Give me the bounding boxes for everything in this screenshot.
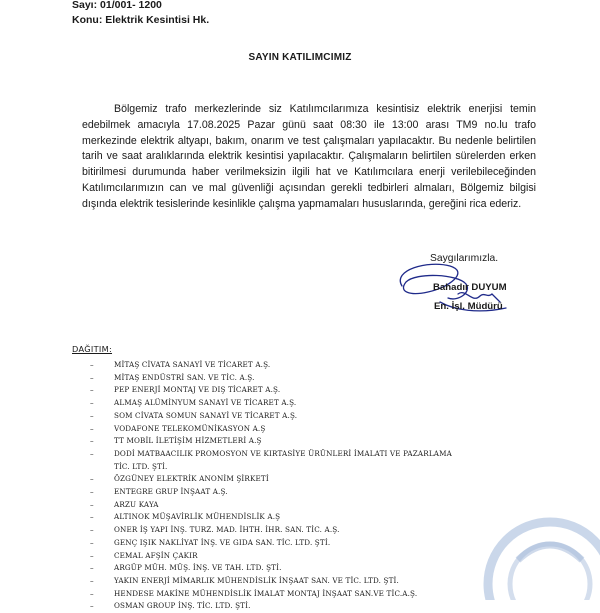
distribution-item bbox=[84, 511, 464, 524]
distribution-item bbox=[84, 359, 464, 372]
distribution-item bbox=[84, 499, 464, 512]
list-dash: – bbox=[90, 512, 94, 522]
distribution-item bbox=[84, 537, 464, 550]
closing-line: Saygılarımızla. bbox=[430, 253, 499, 264]
list-dash: – bbox=[90, 525, 94, 535]
distribution-item-name: MİTAŞ ENDÜSTRİ SAN. VE TİC. A.Ş. bbox=[114, 372, 255, 382]
distribution-item-name: MİTAŞ CİVATA SANAYİ VE TİCARET A.Ş. bbox=[114, 360, 271, 369]
distribution-item bbox=[84, 524, 464, 537]
distribution-item bbox=[84, 423, 464, 436]
letter-title: SAYIN KATILIMCIMIZ bbox=[248, 52, 352, 63]
list-dash: – bbox=[90, 385, 94, 395]
signatory-name: Bahadır DUYUM bbox=[433, 282, 507, 293]
distribution-item-name: GENÇ IŞIK NAKLİYAT İNŞ. VE GIDA SAN. TİC. LTD. ŞTİ. bbox=[114, 537, 331, 547]
distribution-item bbox=[84, 448, 464, 473]
distribution-item-name: CEMAL AFŞİN ÇAKIR bbox=[114, 550, 198, 560]
distribution-item-name: ALTINOK MÜŞAVİRLİK MÜHENDİSLİK A.Ş bbox=[114, 512, 281, 522]
distribution-item bbox=[84, 397, 464, 410]
list-dash: – bbox=[90, 436, 94, 446]
distribution-item-name: TT MOBİL İLETİŞİM HİZMETLERİ A.Ş bbox=[114, 436, 262, 446]
subject-line: Konu: Elektrik Kesintisi Hk. bbox=[72, 14, 210, 26]
list-dash: – bbox=[90, 487, 94, 497]
distribution-list bbox=[84, 359, 464, 613]
list-dash: – bbox=[90, 537, 94, 547]
distribution-item bbox=[84, 550, 464, 563]
distribution-item-name: OSMAN GROUP İNŞ. TİC. LTD. ŞTİ. bbox=[114, 601, 251, 611]
distribution-item bbox=[84, 372, 464, 385]
distribution-item bbox=[84, 486, 464, 499]
list-dash: – bbox=[90, 360, 94, 369]
distribution-item-name: PEP ENERJİ MONTAJ VE DIŞ TİCARET A.Ş. bbox=[114, 385, 281, 395]
official-stamp-watermark bbox=[478, 500, 600, 600]
list-dash: – bbox=[90, 372, 94, 382]
letter-body-text: Bölgemiz trafo merkezlerinde siz Katılımcılarımıza kesintisiz elektrik enerjisi temin edebilmek amacıyla 17.08.2025 Pazar günü saat 08:30 ile 13:00 arası TM9 no.lu trafo merkezinde elektrik altyapı, bakım, onarım ve test çalışmaları yapılacaktır. Bu nedenle belirtilen tarih ve saat aralıklarında elektrik kesintisi yapılacaktır. Çalışmaların belirtilen sürelerden erken bitirilmesi durumunda haber verilmeksizin ilgili hat ve Katılımcılara enerji verilebileceğinden Katılımcılarımızın can ve mal güvenliği açısından gerekli tedbirleri almaları, Bölgemiz bilgisi dışında elektrik tesislerinde kesinlikle çalışma yapmamaları hususlarında, gereğini rica ederiz. bbox=[82, 103, 536, 210]
distribution-item bbox=[84, 588, 464, 601]
list-dash: – bbox=[90, 423, 94, 433]
letter-header bbox=[72, 0, 209, 28]
distribution-item-name: ARGÜP MÜH. MÜŞ. İNŞ. VE TAH. LTD. ŞTİ. bbox=[114, 563, 282, 573]
list-dash: – bbox=[90, 588, 94, 598]
distribution-item-name: ARZU KAYA bbox=[114, 499, 159, 509]
list-dash: – bbox=[90, 499, 94, 509]
signatory-title: En. İşl. Müdürü bbox=[434, 301, 503, 312]
distribution-item bbox=[84, 575, 464, 588]
distribution-item bbox=[84, 435, 464, 448]
distribution-item bbox=[84, 600, 464, 613]
distribution-item-name: ONER İŞ YAPI İNŞ. TURZ. MAD. İHTH. İHR. SAN. TİC. A.Ş. bbox=[114, 525, 340, 535]
list-dash: – bbox=[90, 601, 94, 611]
distribution-item-name: ALMAŞ ALÜMİNYUM SANAYİ VE TİCARET A.Ş. bbox=[114, 398, 297, 408]
list-dash: – bbox=[90, 575, 94, 585]
list-dash: – bbox=[90, 410, 94, 420]
distribution-item-name: HENDESE MAKİNE MÜHENDİSLİK İMALAT MONTAJ İNŞAAT SAN.VE TİC.A.Ş. bbox=[114, 588, 418, 598]
distribution-item bbox=[84, 473, 464, 486]
list-dash: – bbox=[90, 550, 94, 560]
reference-number: Sayı: 01/001- 1200 bbox=[72, 0, 162, 11]
distribution-item bbox=[84, 562, 464, 575]
list-dash: – bbox=[90, 448, 94, 458]
distribution-item-name: SOM CİVATA SOMUN SANAYİ VE TİCARET A.Ş. bbox=[114, 410, 298, 420]
letter-body bbox=[82, 102, 536, 213]
distribution-item-name: ENTEGRE GRUP İNŞAAT A.Ş. bbox=[114, 487, 228, 497]
distribution-label: DAĞITIM: bbox=[72, 344, 113, 354]
list-dash: – bbox=[90, 474, 94, 484]
distribution-item-name: YAKIN ENERJİ MİMARLIK MÜHENDİSLİK İNŞAAT SAN. VE TİC. LTD. ŞTİ. bbox=[114, 575, 399, 585]
list-dash: – bbox=[90, 563, 94, 573]
distribution-item bbox=[84, 410, 464, 423]
distribution-item bbox=[84, 384, 464, 397]
distribution-item-name: VODAFONE TELEKOMÜNİKASYON A.Ş bbox=[114, 423, 266, 433]
distribution-item-name: ÖZGÜNEY ELEKTRİK ANONİM ŞİRKETİ bbox=[114, 474, 269, 484]
list-dash: – bbox=[90, 398, 94, 408]
distribution-item-name: DODİ MATBAACILIK PROMOSYON VE KIRTASİYE ÜRÜNLERİ İMALATI VE PAZARLAMA TİC. LTD. ŞTİ. bbox=[114, 448, 452, 471]
